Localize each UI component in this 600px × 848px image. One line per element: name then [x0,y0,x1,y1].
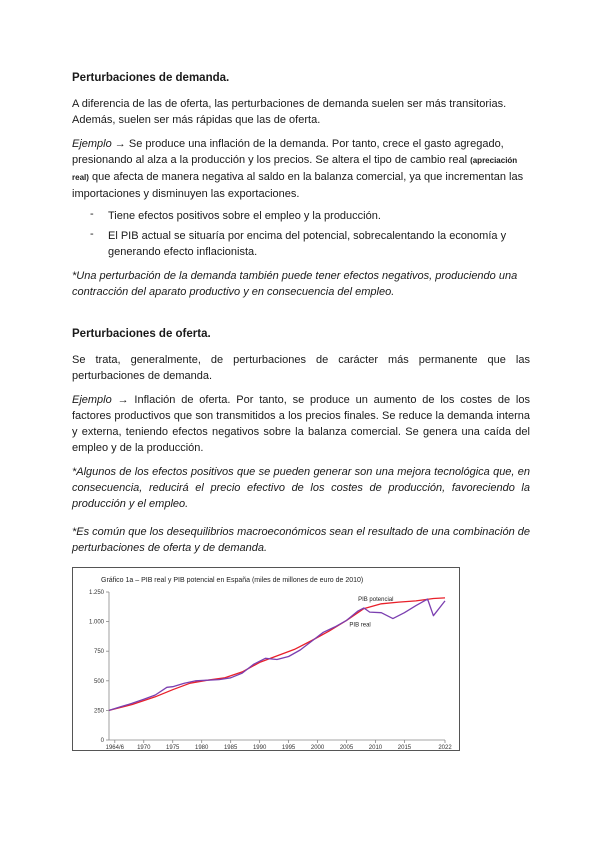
gdp-chart [72,567,460,751]
oferta-example [72,392,530,456]
example-arrow: → [111,394,135,406]
y-tick-label: 0 [100,738,104,744]
example-arrow: → [111,138,129,150]
bullet-dash: - [90,228,94,240]
y-tick-label: 250 [93,708,104,715]
x-tick-label: 2022 [438,745,452,750]
example-text-a: Se produce una inflación de la demanda. Por tanto, crece el gasto agregado, presionando al alza a la producción y los precios. Se altera el tipo de cambio real [72,138,504,166]
x-tick-label: 1964/6 [105,745,124,750]
example-text-b: que afecta de manera negativa al saldo en la balanza comercial, ya que incrementan las importaciones y disminuyen las exportaciones. [72,171,524,200]
x-tick-label: 1990 [252,745,267,750]
y-tick-label: 500 [93,678,104,685]
bullet-item: El PIB actual se situaría por encima del potencial, sobrecalentando la economía y generando efecto inflacionista. [108,230,507,258]
y-tick-label: 1.250 [88,590,104,596]
oferta-note-1: *Algunos de los efectos positivos que se pueden generar son una mejora tecnológica que, en consecuencia, reducirá el precio efectivo de los costes de producción, favoreciendo la producción y el empleo. [72,466,530,510]
series-line-pib-potencial [109,598,445,711]
chart-title: Gráfico 1a – PIB real y PIB potencial en España (miles de millones de euro de 2010) [101,577,364,584]
oferta-note-2: *Es común que los desequilibrios macroeconómicos sean el resultado de una combinación de perturbaciones de oferta y de demanda. [72,526,530,554]
example-label: Ejemplo [72,394,112,406]
x-tick-label: 2015 [397,745,412,750]
oferta-intro: Se trata, generalmente, de perturbaciones de carácter más permanente que las perturbaciones de demanda. [72,354,530,382]
x-tick-label: 1970 [137,745,151,750]
section-title-oferta: Perturbaciones de oferta. [72,328,211,340]
example-small-note: (apreciación real) [72,156,518,182]
annotation-pib-real: PIB real [349,622,371,629]
series-line-pib-real [109,596,445,710]
x-tick-label: 2010 [368,745,383,750]
annotation-pib-potencial: PIB potencial [358,596,394,603]
x-tick-label: 1985 [223,745,238,750]
y-tick-label: 750 [93,649,104,656]
demanda-note: *Una perturbación de la demanda también puede tener efectos negativos, produciendo una contracción del aparato productivo y en consecuencia del empleo. [72,270,518,298]
demanda-example [72,136,530,202]
x-tick-label: 1980 [195,745,209,750]
example-text: Inflación de oferta. Por tanto, se produce un aumento de los costes de los factores productivos que son transmitidos a los precios finales. Se reduce la demanda interna y externa, teniendo efectos negativos sobre la balanza comercial. Se genera una caída del empleo y de la producción. [72,394,530,454]
gdp-chart-svg [73,568,459,750]
y-tick-label: 1.000 [88,619,104,626]
bullet-dash: - [90,208,94,220]
example-label: Ejemplo [72,138,112,150]
section-title-demanda: Perturbaciones de demanda. [72,72,230,84]
x-tick-label: 1975 [166,745,180,750]
demanda-intro: A diferencia de las de oferta, las perturbaciones de demanda suelen ser más transitorias. Además, suelen ser más rápidas que las de oferta. [72,98,507,126]
bullet-item: Tiene efectos positivos sobre el empleo y la producción. [108,210,381,222]
x-tick-label: 1995 [281,745,296,750]
x-tick-label: 2005 [339,745,354,750]
x-tick-label: 2000 [310,745,325,750]
